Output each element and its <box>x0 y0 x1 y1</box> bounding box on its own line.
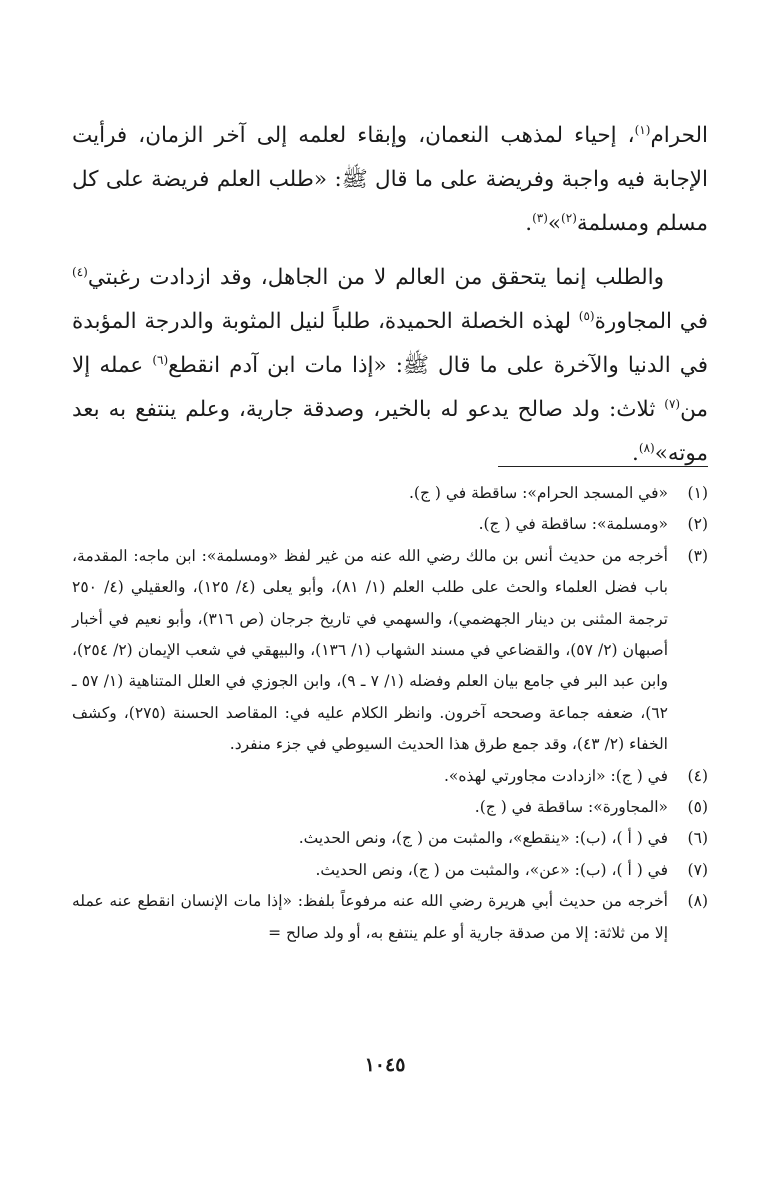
footnote-marker: (٣) <box>532 210 548 225</box>
text-segment: ثلاث: ولد صالح يدعو له بالخير، وصدقة جارية، وعلم ينتفع به بعد موته» <box>72 397 708 466</box>
main-paragraph-1 <box>72 114 708 246</box>
footnote-text: «ومسلمة»: ساقطة في ( ج). <box>478 515 668 534</box>
text-segment: الحرام <box>650 123 708 148</box>
footnote-separator <box>498 466 708 467</box>
footnote-number: (٥) <box>687 798 708 817</box>
footnote-marker: (١) <box>634 122 651 137</box>
footnote-number: (٨) <box>687 892 708 911</box>
text-segment: . <box>525 211 533 236</box>
footnote-number: (٧) <box>687 860 708 879</box>
footnote-text: «في المسجد الحرام»: ساقطة في ( ج). <box>408 484 668 502</box>
text-segment: في المجاورة <box>594 309 708 334</box>
footnote-item <box>72 509 708 540</box>
footnote-number: (١) <box>687 484 708 502</box>
footnote-number: (٦) <box>687 829 708 848</box>
footnotes-list <box>72 478 708 949</box>
footnote-item <box>72 886 708 949</box>
footnote-text: في ( أ )، (ب): «عن»، والمثبت من ( ج)، ونص الحديث. <box>315 860 668 879</box>
footnote-text: في ( ج): «ازدادت مجاورتي لهذه». <box>443 766 668 785</box>
footnote-item <box>72 792 708 823</box>
text-segment: » <box>547 211 562 236</box>
footnote-marker: (٥) <box>578 308 595 323</box>
main-paragraph-2 <box>72 256 708 476</box>
footnote-marker: (٤) <box>72 264 88 279</box>
text-segment: لهذه الخصلة الحميدة، طلباً لنيل المثوبة والدرجة المؤبدة في الدنيا والآخرة على ما قال ﷺ: «إذا مات ابن آدم انقطع <box>72 309 708 378</box>
footnote-item <box>72 541 708 761</box>
footnote-number: (٤) <box>687 766 708 785</box>
footnote-number: (٣) <box>687 546 708 565</box>
footnote-text: أخرجه من حديث أنس بن مالك رضي الله عنه من غير لفظ «ومسلمة»: ابن ماجه: المقدمة، باب فضل العلماء والحث على طلب العلم (١/ ٨١)، وأبو يعلى (٤/ ١٢٥)، والعقيلي (٤/ ٢٥٠ ترجمة المثنى بن دينار الجهضمي)، والسهمي في تاريخ جرجان (ص ٣١٦)، وأبو نعيم في أخبار أصبهان (٢/ ٥٧)، والقضاعي في مسند الشهاب (١/ ١٣٦)، والبيهقي في شعب الإيمان (٢/ ٢٥٤)، وابن عبد البر في جامع بيان العلم وفضله (١/ ٧ ـ ٩)، وابن الجوزي في العلل المتناهية (١/ ٥٧ ـ ٦٢)، ضعفه جماعة وصححه آخرون. وانظر الكلام عليه في: المقاصد الحسنة (٢٧٥)، وكشف الخفاء (٢/ ٤٣)، وقد جمع طرق هذا الحديث السيوطي في جزء منفرد. <box>72 546 669 754</box>
footnote-marker: (٢) <box>561 210 577 225</box>
text-segment: والطلب إنما يتحقق من العالم لا من الجاهل، وقد ازدادت رغبتي <box>87 265 664 290</box>
footnote-item <box>72 478 708 509</box>
footnote-number: (٢) <box>687 515 708 534</box>
footnote-marker: (٦) <box>152 352 169 367</box>
page-number: ١٠٤٥ <box>364 1054 406 1076</box>
footnote-item <box>72 823 708 854</box>
footnote-marker: (٨) <box>638 440 655 455</box>
text-segment: ، إحياء لمذهب النعمان، وإبقاء لعلمه إلى آخر الزمان، فرأيت الإجابة فيه واجبة وفريضة على ما قال ﷺ: «طلب العلم فريضة على كل مسلم ومسلمة <box>72 123 708 236</box>
footnote-text: أخرجه من حديث أبي هريرة رضي الله عنه مرفوعاً بلفظ: «إذا مات الإنسان انقطع عنه عمله إلا من ثلاثة: إلا من صدقة جارية أو علم ينتفع به، أو ولد صالح = <box>72 892 668 942</box>
text-segment: عمله إلا من <box>72 353 708 422</box>
footnote-marker: (٧) <box>664 396 681 411</box>
footnote-text: «المجاورة»: ساقطة في ( ج). <box>474 798 668 817</box>
text-segment: . <box>632 441 639 466</box>
footnote-item <box>72 855 708 886</box>
footnote-text: في ( أ )، (ب): «ينقطع»، والمثبت من ( ج)، ونص الحديث. <box>298 829 668 848</box>
footnote-item <box>72 761 708 792</box>
